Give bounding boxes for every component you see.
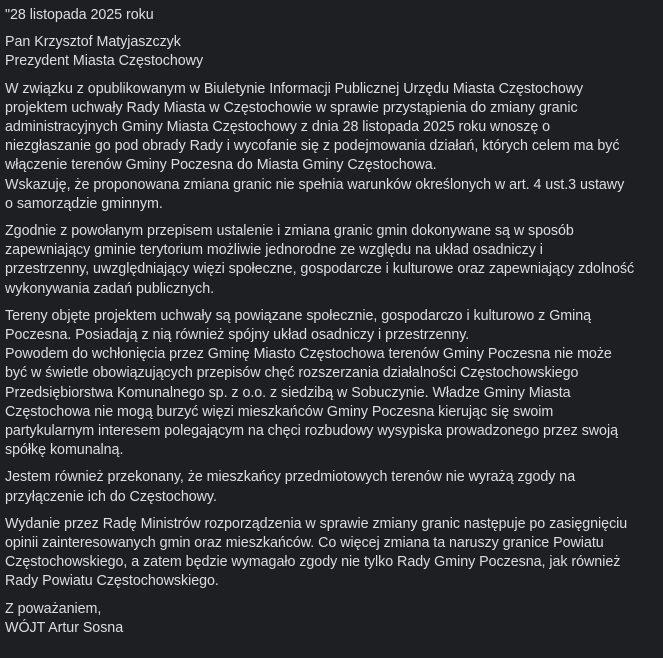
message-paragraph xyxy=(5,468,659,506)
message-date-line xyxy=(5,6,659,25)
message-text-line: spółkę komunalną. xyxy=(5,442,124,459)
message-text-line: zapewniający gminie terytorium możliwie jednorodne ze względu na układ osadniczy i xyxy=(5,242,543,259)
message-text-line: Prezydent Miasta Częstochowy xyxy=(5,53,204,70)
message-text-line: W związku z opublikowanym w Biuletynie Informacji Publicznej Urzędu Miasta Częstochowy xyxy=(5,80,584,97)
message-text-line: projektem uchwały Rady Miasta w Częstochowie w sprawie przystąpienia do zmiany granic xyxy=(5,99,578,116)
message-text-line: Tereny objęte projektem uchwały są powiązane społecznie, gospodarczo i kulturowo z Gminą xyxy=(5,307,592,324)
message-text-line: włączenie terenów Gminy Poczesna do Miasta Gminy Częstochowa. xyxy=(5,157,437,174)
message-text-line: przyłączenie ich do Częstochowy. xyxy=(5,488,217,505)
message-text-line: wykonywania zadań publicznych. xyxy=(5,280,215,297)
message-text-line: administracyjnych Gminy Miasta Częstochowy z dnia 28 listopada 2025 roku wnoszę o xyxy=(5,119,551,136)
message-paragraph xyxy=(5,515,659,592)
message-addressee xyxy=(5,33,659,71)
message-text-line: WÓJT Artur Sosna xyxy=(5,619,124,636)
message-text-line: niezgłaszanie go pod obrady Rady i wycofanie się z podejmowania działań, których celem ma być xyxy=(5,138,620,155)
message-text-line: partykularnym interesem polegającym na chęci rozbudowy wysypiska prowadzonego przez swoją xyxy=(5,423,618,440)
message-text-line: Częstochowskiego, a zatem będzie wymagało zgody nie tylko Rady Gminy Poczesna, jak również xyxy=(5,554,621,571)
message-text-line: być w świetle obowiązujących przepisów chęć rozszerzania działalności Częstochowskiego xyxy=(5,365,579,382)
message-text-line: opinii zainteresowanych gmin oraz mieszkańców. Co więcej zmiana ta naruszy granice Powiatu xyxy=(5,535,604,552)
message-text-line: Pan Krzysztof Matyjaszczyk xyxy=(5,34,181,51)
message-text-line: Częstochowa nie mogą burzyć więzi mieszkańców Gminy Poczesna kierując się swoim xyxy=(5,403,554,420)
message-text-line: przestrzenny, uwzględniający więzi społeczne, gospodarcze i kulturowe oraz zapewniający zdolność xyxy=(5,261,635,278)
message-text-line: Przedsiębiorstwa Komunalnego sp. z o.o. z siedzibą w Sobuczynie. Władze Gminy Miasta xyxy=(5,384,571,401)
message-text-line: Wskazuję, że proponowana zmiana granic nie spełnia warunków określonych w art. 4 ust.3 ustawy xyxy=(5,176,625,193)
message-text-line: Poczesna. Posiadają z nią również spójny układ osadniczy i przestrzenny. xyxy=(5,327,470,344)
message-text-line: Z poważaniem, xyxy=(5,600,102,617)
message-signature xyxy=(5,600,659,638)
message-text-line: "28 listopada 2025 roku xyxy=(5,7,154,23)
message-text-line: Zgodnie z powołanym przepisem ustalenie i zmiana granic gmin dokonywane są w sposób xyxy=(5,223,574,240)
message-paragraph xyxy=(5,80,659,214)
message-paragraph xyxy=(5,222,659,299)
message-text-line: Jestem również przekonany, że mieszkańcy przedmiotowych terenów nie wyrażą zgody na xyxy=(5,469,576,486)
message-paragraph xyxy=(5,307,659,461)
message-text-line: Powodem do wchłonięcia przez Gminę Miasto Częstochowa terenów Gminy Poczesna nie może xyxy=(5,346,612,363)
message-text-line: Wydanie przez Radę Ministrów rozporządzenia w sprawie zmiany granic następuje po zasięgnięciu xyxy=(5,515,628,532)
message-text-line: o samorządzie gminnym. xyxy=(5,195,163,212)
message-text-line: Rady Powiatu Częstochowskiego. xyxy=(5,573,219,590)
